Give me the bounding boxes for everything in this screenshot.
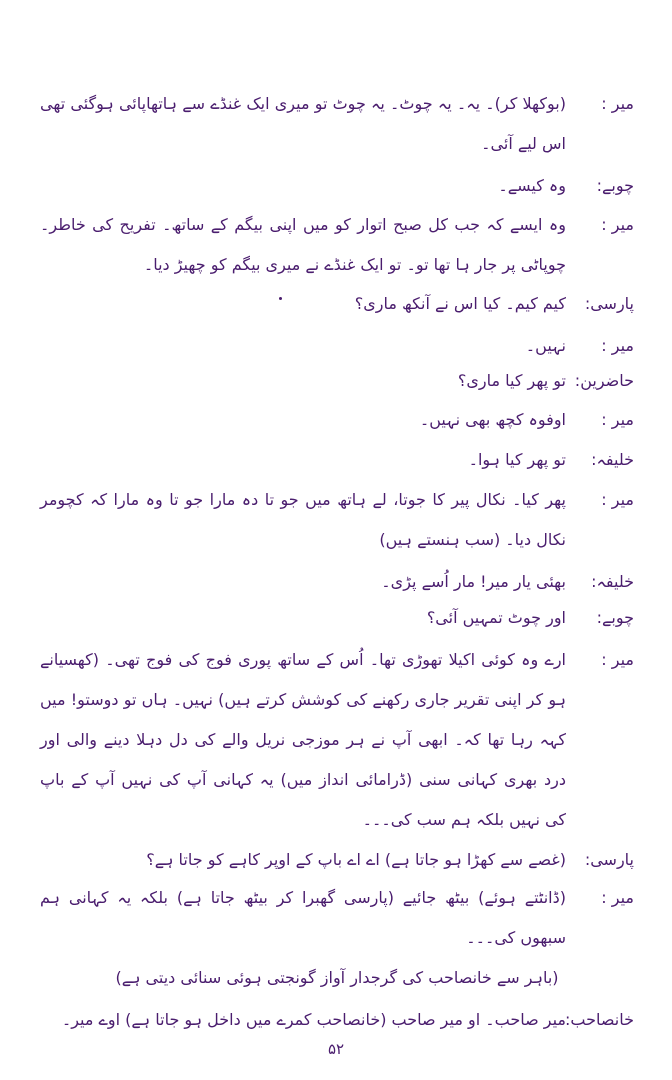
speaker-name: میر :	[601, 410, 634, 429]
speaker-name: میر :	[601, 650, 634, 669]
speech-text: تو پھر کیا ماری؟	[457, 371, 566, 390]
speech-text: تو پھر کیا ہوا۔	[468, 450, 566, 469]
speech-text: نہیں۔	[525, 336, 566, 355]
dialogue-line	[40, 640, 634, 840]
stage-direction: (باہر سے خانصاحب کی گرجدار آواز گونجتی ہوئی سنائی دیتی ہے)	[115, 968, 559, 987]
speaker-name: خلیفہ:	[591, 572, 634, 591]
dialogue-line	[40, 440, 634, 480]
dialogue-line	[40, 284, 634, 324]
dialogue-line	[40, 1000, 634, 1040]
speech-text: وہ ایسے کہ جب کل صبح اتوار کو میں اپنی بیگم کے ساتھ۔ تفریح کی خاطر۔ چوپاٹی پر جار ہا تھا تو۔ تو ایک غنڈے نے میری بیگم کو چھیڑ دیا۔	[40, 215, 566, 274]
speaker-name: پارسی:	[584, 294, 634, 313]
dialogue-line	[40, 878, 634, 958]
speaker-name: چوبے:	[596, 176, 634, 195]
speech-text: اوفوہ کچھ بھی نہیں۔	[419, 410, 566, 429]
dialogue-line	[40, 480, 634, 560]
speech-text: (بوکھلا کر)۔ یہ۔ یہ چوٹ۔ یہ چوٹ تو میری ایک غنڈے سے ہاتھاپائی ہوگئی تھی اس لیے آئی۔	[40, 94, 567, 153]
speaker-name: میر :	[601, 490, 634, 509]
speaker-name: میر :	[601, 215, 634, 234]
speaker-name: چوبے:	[596, 608, 634, 627]
dialogue-line	[40, 205, 634, 285]
dialogue-line	[40, 326, 634, 366]
dialogue-line	[40, 598, 634, 638]
dialogue-line	[40, 84, 634, 164]
speech-text: پھر کیا۔ نکال پیر کا جوتا، لے ہاتھ میں جو تا دہ مارا جو تا وہ مارا کہ کچومر نکال دیا۔ (سب ہنستے ہیں)	[40, 490, 566, 549]
dialogue-line	[40, 400, 634, 440]
speaker-name: میر :	[601, 888, 634, 907]
page-number: ۵۲	[327, 1040, 345, 1058]
speech-text: (ڈانٹتے ہوئے) بیٹھ جائیے (پارسی گھبرا کر بیٹھ جاتا ہے) بلکہ یہ کہانی ہم سبھوں کی۔۔۔	[40, 888, 566, 947]
dialogue-line	[40, 562, 634, 602]
speaker-name: میر :	[601, 336, 634, 355]
speech-text: کیم کیم۔ کیا اس نے آنکھ ماری؟	[354, 294, 566, 313]
speaker-name: پارسی:	[584, 850, 634, 869]
speech-text: (غصے سے کھڑا ہو جاتا ہے) اے اے باپ کے اوپر کاہے کو جاتا ہے؟	[146, 850, 566, 869]
speaker-name: حاضرین:	[574, 371, 634, 390]
speech-text: بھئی یار میر! مار اُسے پڑی۔	[381, 572, 566, 591]
speech-text: میر صاحب۔ او میر صاحب (خانصاحب کمرے میں داخل ہو جاتا ہے) اوے میر۔	[61, 1010, 566, 1029]
speech-text: وہ کیسے۔	[498, 176, 566, 195]
speech-text: اور چوٹ تمہیں آئی؟	[426, 608, 566, 627]
speaker-name: خلیفہ:	[591, 450, 634, 469]
speech-text: ارے وہ کوئی اکیلا تھوڑی تھا۔ اُس کے ساتھ پوری فوج کی فوج تھی۔ (کھسیانے ہو کر اپنی تقریر جاری رکھنے کی کوشش کرتے ہیں) نہیں۔ ہاں تو دوستو! میں کہہ رہا تھا کہ۔ ابھی آپ نے ہر موزجی نریل والے کی دل دہلا دینے والی اور درد بھری کہانی سنی (ڈرامائی انداز میں) یہ کہانی آپ کی نہیں آپ کے باپ کی نہیں بلکہ ہم سب کی۔۔۔	[40, 650, 566, 829]
speaker-name: خانصاحب:	[565, 1010, 634, 1029]
speaker-name: میر :	[601, 94, 634, 113]
dialogue-line	[40, 840, 634, 880]
dialogue-line	[40, 166, 634, 206]
dialogue-line	[40, 361, 634, 401]
